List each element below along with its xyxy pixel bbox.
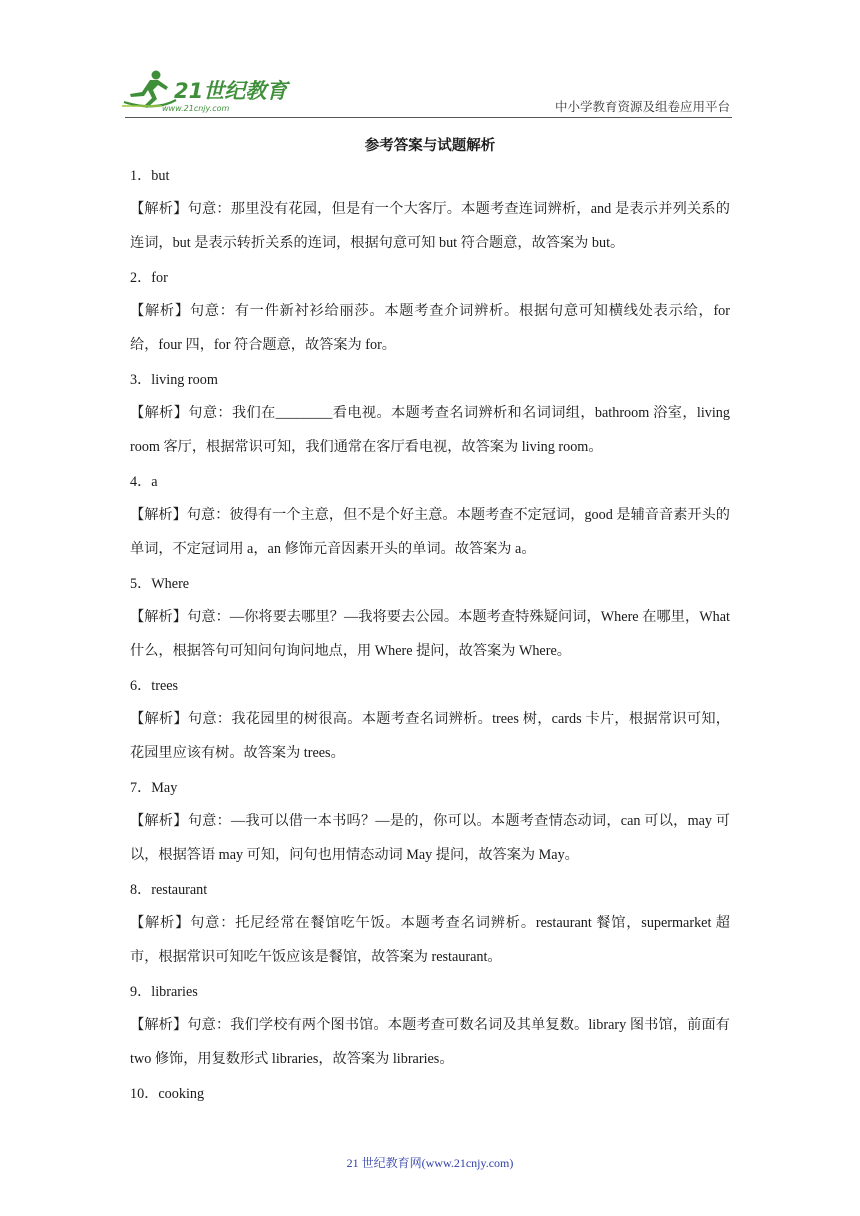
answer-line: 6．trees <box>130 678 179 694</box>
answer-line: 1．but <box>130 168 170 184</box>
analysis-text: 【解析】句意：我们在________看电视。本题考查名词辨析和名词词组，bathroom 浴室，living room 客厅，根据常识可知，我们通常在客厅看电视，故答案为 living room。 <box>130 405 730 455</box>
answer-line: 8．restaurant <box>130 882 208 898</box>
answer-item <box>130 159 730 260</box>
platform-name: 中小学教育资源及组卷应用平台 <box>554 100 730 114</box>
answer-line: 9．libraries <box>130 984 198 1000</box>
answer-item <box>130 873 730 974</box>
runner-logo-icon <box>122 68 292 114</box>
page-footer: 21 世纪教育网(www.21cnjy.com) <box>346 1156 514 1170</box>
answer-line: 4．a <box>130 474 158 490</box>
answer-item <box>130 465 730 566</box>
answer-line: 3．living room <box>130 372 218 388</box>
answer-line: 10．cooking <box>130 1086 205 1102</box>
answer-item <box>130 975 730 1076</box>
svg-text:www.21cnjy.com: www.21cnjy.com <box>162 104 230 113</box>
answer-item <box>130 363 730 464</box>
answer-line: 2．for <box>130 270 168 286</box>
answer-line: 7．May <box>130 780 178 796</box>
page-header <box>0 0 860 120</box>
header-divider <box>125 117 732 118</box>
answer-item <box>130 1077 730 1111</box>
analysis-text: 【解析】句意：—你将要去哪里？—我将要去公园。本题考查特殊疑问词，Where 在哪里，What 什么，根据答句可知问句询问地点，用 Where 提问，故答案为 Where。 <box>130 609 730 659</box>
analysis-text: 【解析】句意：我们学校有两个图书馆。本题考查可数名词及其单复数。library 图书馆，前面有 two 修饰，用复数形式 libraries，故答案为 libraries。 <box>130 1017 730 1067</box>
answer-line: 5．Where <box>130 576 190 592</box>
analysis-text: 【解析】句意：我花园里的树很高。本题考查名词辨析。trees 树，cards 卡片，根据常识可知，花园里应该有树。故答案为 trees。 <box>130 711 730 761</box>
answer-item <box>130 771 730 872</box>
svg-text:21世纪教育: 21世纪教育 <box>174 79 288 103</box>
answer-item <box>130 261 730 362</box>
analysis-text: 【解析】句意：—我可以借一本书吗？—是的，你可以。本题考查情态动词，can 可以，may 可以，根据答语 may 可知，问句也用情态动词 May 提问，故答案为 May。 <box>130 813 730 863</box>
analysis-text: 【解析】句意：那里没有花园，但是有一个大客厅。本题考查连词辨析，and 是表示并列关系的连词，but 是表示转折关系的连词，根据句意可知 but 符合题意，故答案为 but。 <box>130 201 730 251</box>
analysis-text: 【解析】句意：有一件新衬衫给丽莎。本题考查介词辨析。根据句意可知横线处表示给，for 给，four 四，for 符合题意，故答案为 for。 <box>130 303 730 353</box>
analysis-text: 【解析】句意：托尼经常在餐馆吃午饭。本题考查名词辨析。restaurant 餐馆，supermarket 超市，根据常识可知吃午饭应该是餐馆，故答案为 restaurant。 <box>130 915 730 965</box>
analysis-text: 【解析】句意：彼得有一个主意，但不是个好主意。本题考查不定冠词，good 是辅音音素开头的单词，不定冠词用 a，an 修饰元音因素开头的单词。故答案为 a。 <box>130 507 730 557</box>
logo <box>122 68 292 114</box>
answer-item <box>130 669 730 770</box>
answer-item <box>130 567 730 668</box>
page-title: 参考答案与试题解析 <box>364 138 496 154</box>
answer-list <box>130 159 730 1111</box>
